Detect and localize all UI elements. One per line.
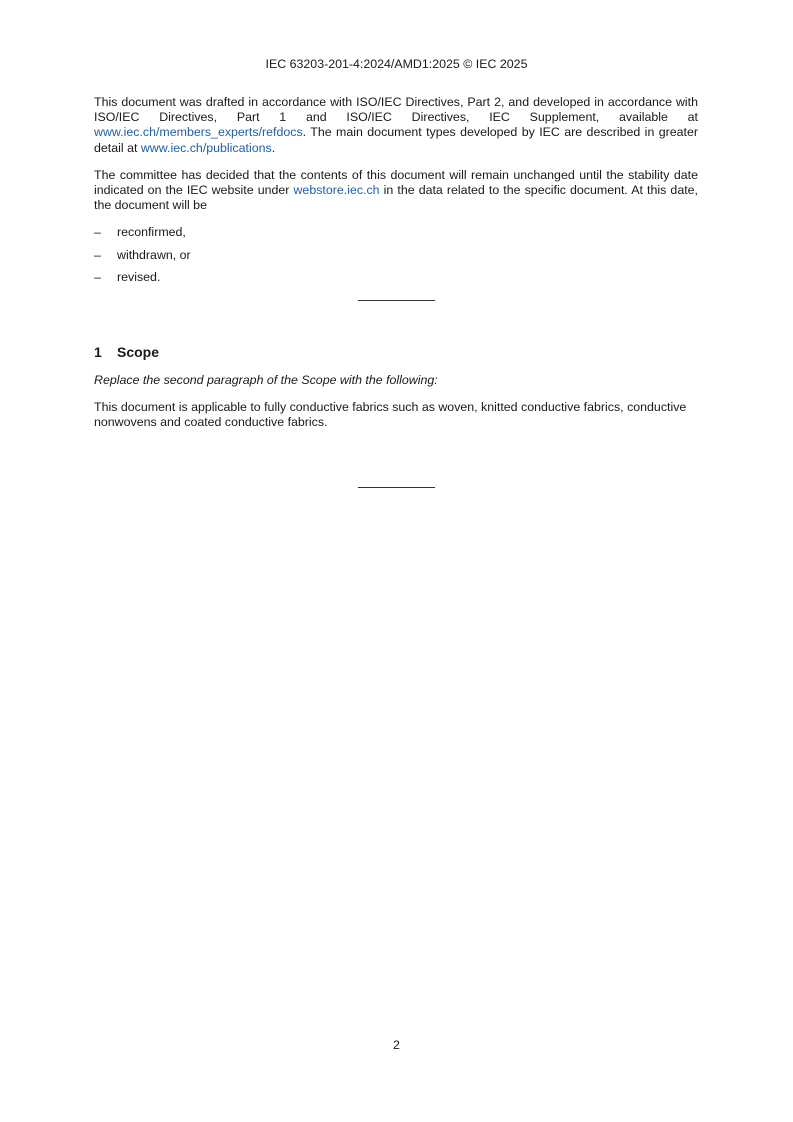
publications-link[interactable]: www.iec.ch/publications [140, 140, 272, 155]
section-number: 1 [94, 344, 102, 361]
separator-rule [358, 300, 435, 301]
list-item [94, 248, 698, 263]
amendment-instruction: Replace the second paragraph of the Scope with the following: [94, 373, 438, 388]
separator-rule [358, 487, 435, 488]
list-dash: – [94, 269, 101, 284]
scope-paragraph: This document is applicable to fully conductive fabrics such as woven, knitted conductive fabrics, conductive nonwovens and coated conductive fabrics. [94, 400, 687, 430]
intro-text-3: . [271, 140, 276, 155]
list-item-text: reconfirmed, [117, 225, 186, 240]
refdocs-link[interactable]: www.iec.ch/members_experts/refdocs [94, 125, 303, 140]
section-title: Scope [117, 344, 160, 361]
list-dash: – [94, 225, 101, 240]
intro-paragraph-stability [94, 168, 698, 214]
document-body [94, 95, 698, 488]
stability-text-1: The committee has decided that the contents of this document will remain unchanged until the stability date indicated on the IEC website under [94, 167, 698, 198]
section-heading [94, 344, 698, 361]
outcome-list [94, 225, 698, 285]
webstore-link[interactable]: webstore.iec.ch [293, 183, 380, 198]
page-header: IEC 63203-201-4:2024/AMD1:2025 © IEC 2025 [265, 57, 528, 71]
intro-text-2: . The main document types developed by IEC are described in greater detail at [94, 125, 698, 155]
list-item [94, 225, 698, 240]
list-item-text: revised. [117, 269, 161, 284]
stability-text-2: in the data related to the specific document. At this date, the document will be [94, 183, 698, 213]
list-item [94, 270, 698, 285]
list-item-text: withdrawn, or [117, 247, 191, 262]
intro-text-1: This document was drafted in accordance with ISO/IEC Directives, Part 2, and developed in accordance with ISO/IEC Directives, Part 1 and ISO/IEC Directives, IEC Supplement, available at [94, 95, 698, 125]
page-number: 2 [393, 1038, 400, 1052]
list-dash: – [94, 247, 101, 262]
intro-paragraph-drafting [94, 95, 698, 156]
